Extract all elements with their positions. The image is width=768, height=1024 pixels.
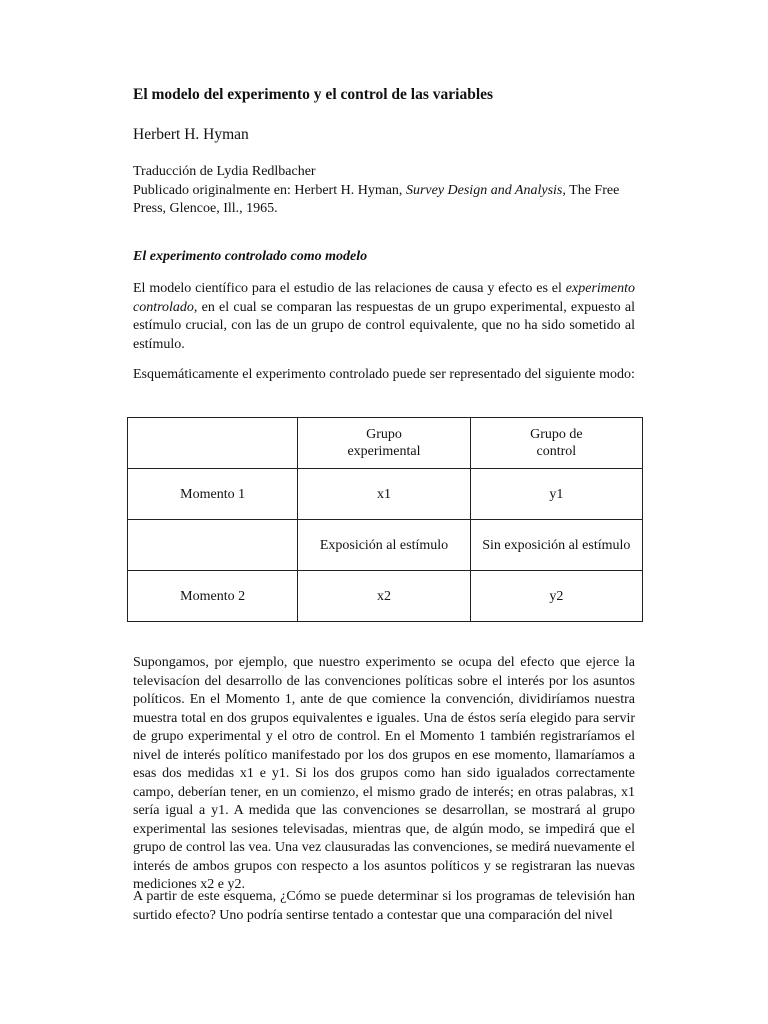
document-author: Herbert H. Hyman <box>133 126 249 143</box>
header-control-line-1: Grupo de <box>530 427 583 442</box>
table-row <box>128 469 643 520</box>
table-row <box>128 520 643 571</box>
header-control-line-2: control <box>536 444 577 459</box>
cell-control: Sin exposición al estímulo <box>470 520 642 571</box>
row-label <box>128 520 298 571</box>
table-row <box>128 571 643 622</box>
header-experimental-line-2: experimental <box>347 444 421 459</box>
cell-experimental: x2 <box>298 571 470 622</box>
experiment-schema-table <box>127 417 643 622</box>
paragraph-1 <box>133 280 635 354</box>
header-experimental-group <box>298 418 470 469</box>
publication-prefix: Publicado originalmente en: Herbert H. Hyman, <box>133 182 406 198</box>
paragraph-2: Esquemáticamente el experimento controlado puede ser representado del siguiente modo: <box>133 367 635 382</box>
row-label: Momento 1 <box>128 469 298 520</box>
section-heading: El experimento controlado como modelo <box>133 249 368 264</box>
table-corner-cell <box>128 418 298 469</box>
header-experimental-line-1: Grupo <box>366 427 402 442</box>
paragraph-1-emphasis: experimento controlado, <box>133 281 635 315</box>
cell-experimental: Exposición al estímulo <box>298 520 470 571</box>
translation-credit: Traducción de Lydia Redlbacher <box>133 164 316 179</box>
table-header-row <box>128 418 643 469</box>
cell-experimental: x1 <box>298 469 470 520</box>
publication-suffix: The Free Press, Glencoe, Ill., 1965. <box>133 182 620 216</box>
publication-info <box>133 163 635 219</box>
header-control-group <box>470 418 642 469</box>
paragraph-4: A partir de este esquema, ¿Cómo se puede determinar si los programas de televisión han surtido efecto? Uno podría sentirse tentado a contestar que una comparación del nivel <box>133 889 635 923</box>
paragraph-1-start: El modelo científico para el estudio de las relaciones de causa y efecto es el <box>133 281 566 296</box>
original-publication <box>133 182 635 219</box>
paragraph-1-end: en el cual se comparan las respuestas de un grupo experimental, expuesto al estímulo crucial, con las de un grupo de control equivalente, que no ha sido sometido al estímulo. <box>133 299 635 352</box>
book-title: Survey Design and Analysis, <box>405 182 566 198</box>
cell-control: y2 <box>470 571 642 622</box>
cell-control: y1 <box>470 469 642 520</box>
row-label: Momento 2 <box>128 571 298 622</box>
paragraph-3: Supongamos, por ejemplo, que nuestro experimento se ocupa del efecto que ejerce la televisacíon del desarrollo de las convenciones políticas sobre el interés por los asuntos políticos. En el Momento 1, ante de que comience la convención, dividiríamos nuestra muestra total en dos grupos equivalentes e iguales. Una de éstos sería elegido para servir de grupo experimental y el otro de control. En el Momento 1 también registraríamos el nivel de interés político manifestado por los dos grupos en ese momento, llamaríamos a esas dos medidas x1 e y1. Si los dos grupos como han sido igualados correctamente campo, deberían tener, en un comienzo, el mismo grado de interés; en otras palabras, x1 sería igual a y1. A medida que las convenciones se desarrollan, se mostrará al grupo experimental las sesiones televisadas, mientras que, de algún modo, se impedirá que el grupo de control las vea. Una vez clausuradas las convenciones, se medirá nuevamente el interés de ambos grupos con respecto a los asuntos políticos y se registraran las nuevas mediciones x2 e y2. <box>133 655 635 892</box>
document-title: El modelo del experimento y el control de las variables <box>133 86 494 103</box>
